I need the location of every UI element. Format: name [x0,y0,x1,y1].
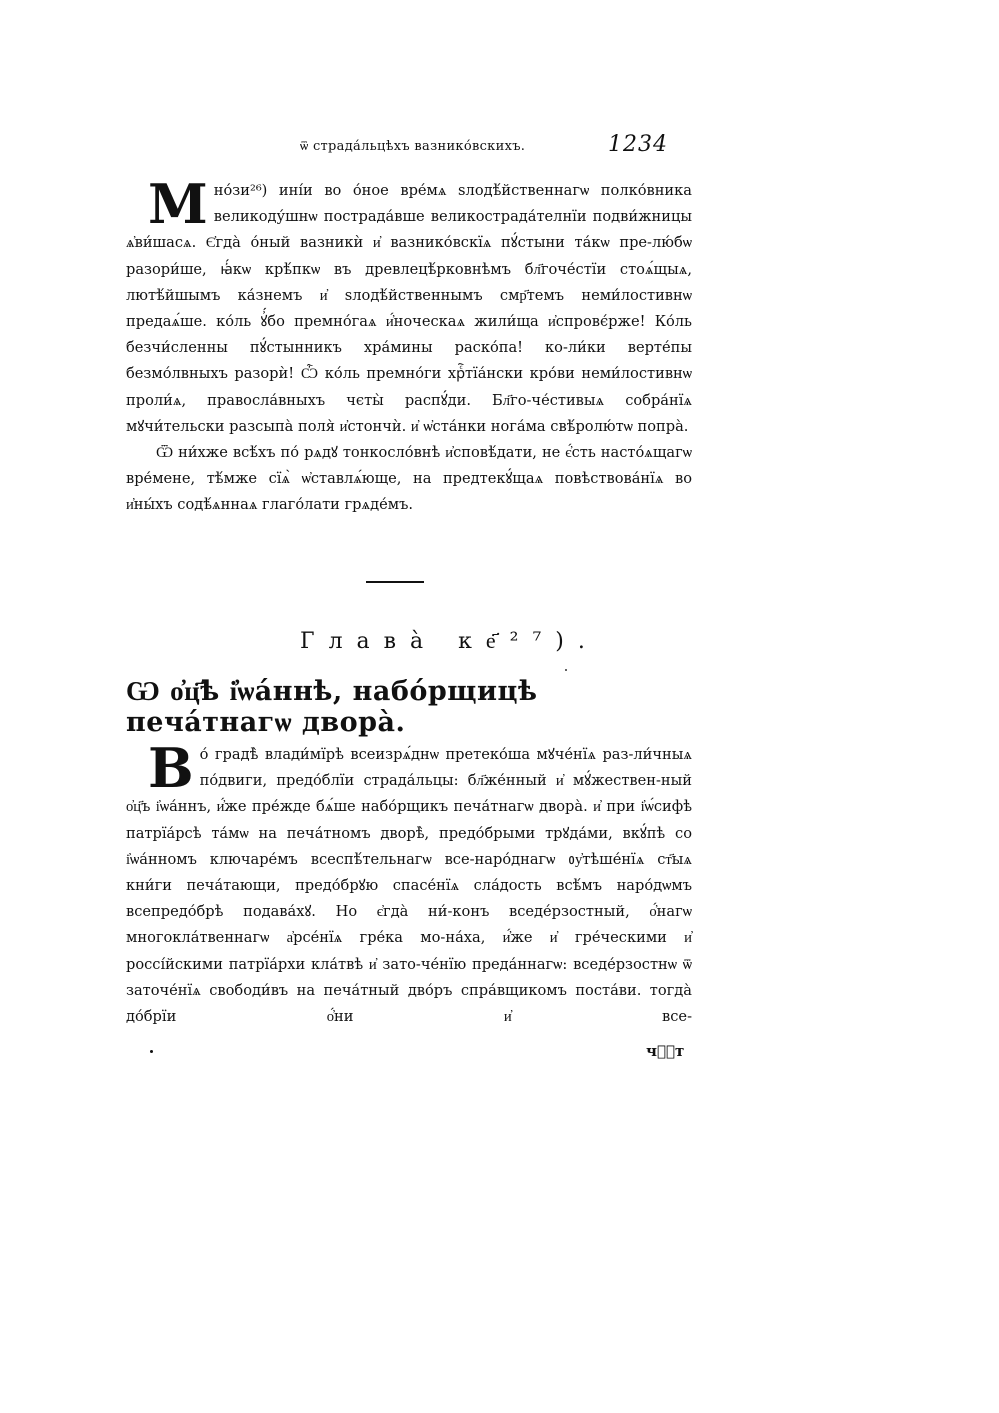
catchword: чⷭ҇т [646,1042,685,1060]
paragraph-2 [126,440,692,519]
paragraph-3 [126,736,692,1030]
section-separator-rule [366,581,424,583]
paragraph-2-text: Ѿ ни́хже всѣ́хъ по́ рѧдꙋ тонкосло́внѣ и҆сповѣ́дати, не є҆́сть насто́ѧщагѡ вре́мене, тѣ́мже сїѧ̀ ѡ҆ставлѧ́юще, на предтекꙋ́щаѧ повѣствова́нїѧ во и҆ны́хъ содѣ́ѧннаѧ глаго́лати грѧде́мъ. [126,444,692,514]
chapter-label: Глава̀ ке҃²⁷). [300,629,599,654]
page-number: 1234 [608,132,668,157]
running-head: ѿ страда́льцѣхъ вазнико́вскихъ. [300,139,526,154]
drop-cap: М [148,172,208,236]
ink-speck [565,669,567,671]
ink-speck [150,1050,153,1053]
paragraph-1 [126,172,692,440]
section-two [126,736,692,1030]
drop-cap: В [148,736,194,800]
paragraph-1-text: но́зи²⁶) ині́и во о́ное вре́мѧ ѕлодѣ́йственнагѡ полко́вника великоду́шнѡ пострада́вше великострада́телнїи подви́жницы ѧ̓ви́шасѧ. Є҆гда̀ о́ный вазникѝ и҆ вазнико́вскїѧ пꙋ́стыни та́кѡ пре-лю́бѡ разори́ше, ꙗ҆́кѡ крѣ́пкѡ въ древлецѣ́рковнѣмъ бл҃гоче́стїи стоѧ́щыѧ, лютѣ́йшымъ ка́знемъ и҆ ѕлодѣ́йственнымъ смр҃темъ неми́лостивнѡ предаѧ́ше. ко́ль ꙋ҆́бо премно́гаѧ и҆́ноческаѧ жили́ща и҆спровє́рже! Ко́ль безчи́сленны пꙋ́стынникъ хра́мины раско́па! ко-ли́ки верте́пы безмо́лвныхъ разорѝ! Ѽ ко́ль премно́ги хрⷭ҇тїа́нски кро́ви неми́лостивнѡ проли́ѧ, правосла́вныхъ чєты̀ распꙋ́ди. Бл҃го-че́стивыѧ собра́нїѧ мꙋчи́тельски разсыпа̀ поля̀ и҆стончѝ. и҆ ѡ҆ста́нки нога́ма свѣ́ролю́тѡ попра̀. [126,182,692,435]
running-header [300,132,680,160]
paragraph-3-text: о́ градѣ̀ влади́мїрѣ всеизрѧ́днѡ претеко́ша мꙋче́нїѧ раз-ли́чныѧ по́двиги, предо́блїи страда́льцы: бл҃же́нный и҆ мꙋ́жествен-ный о҆ц҃ъ і҆ѡа́ннъ, и҆́же пре́жде бѧ́ше набо́рщикъ печа́тнагѡ двора̀. и҆ при і҆ѡ́сифѣ патрїа́рсѣ та́мѡ на печа́тномъ дворѣ̀, предо́брыми трꙋда́ми, вкꙋ́пѣ со і҆ѡа́нномъ ключаре́мъ всеспѣ́тельнагѡ все-наро́днагѡ ᲂу҆тѣше́нїѧ ст҃ыѧ кни́ги печа́тающи, предо́брꙋю спасе́нїѧ сла́дость всѣ́мъ наро́дѡмъ всепредо́брѣ подава́хꙋ. Но є҆гда̀ ни́-конъ вседе́рзостный, о҆́нагѡ многокла́твеннагѡ а҆рсе́нїѧ гре́ка мо-на́ха, и҆́же и҆ гре́ческими и҆ россі́йскими патрїа́рхи кла́твѣ и҆ зато-че́нїю преда́ннагѡ: вседе́рзостнѡ ѿ заточе́нїѧ свободи́въ на печа́тный дво́ръ спра́вщикомъ поста́ви. тогда̀ до́брїи о҆́ни и҆ все- [126,746,692,1026]
section-one [126,172,692,519]
chapter-title: Ѡ о҆ц҃ѣ і҆ѡа́ннѣ, набо́рщицѣ печа́тнагѡ двора̀. [126,676,538,738]
